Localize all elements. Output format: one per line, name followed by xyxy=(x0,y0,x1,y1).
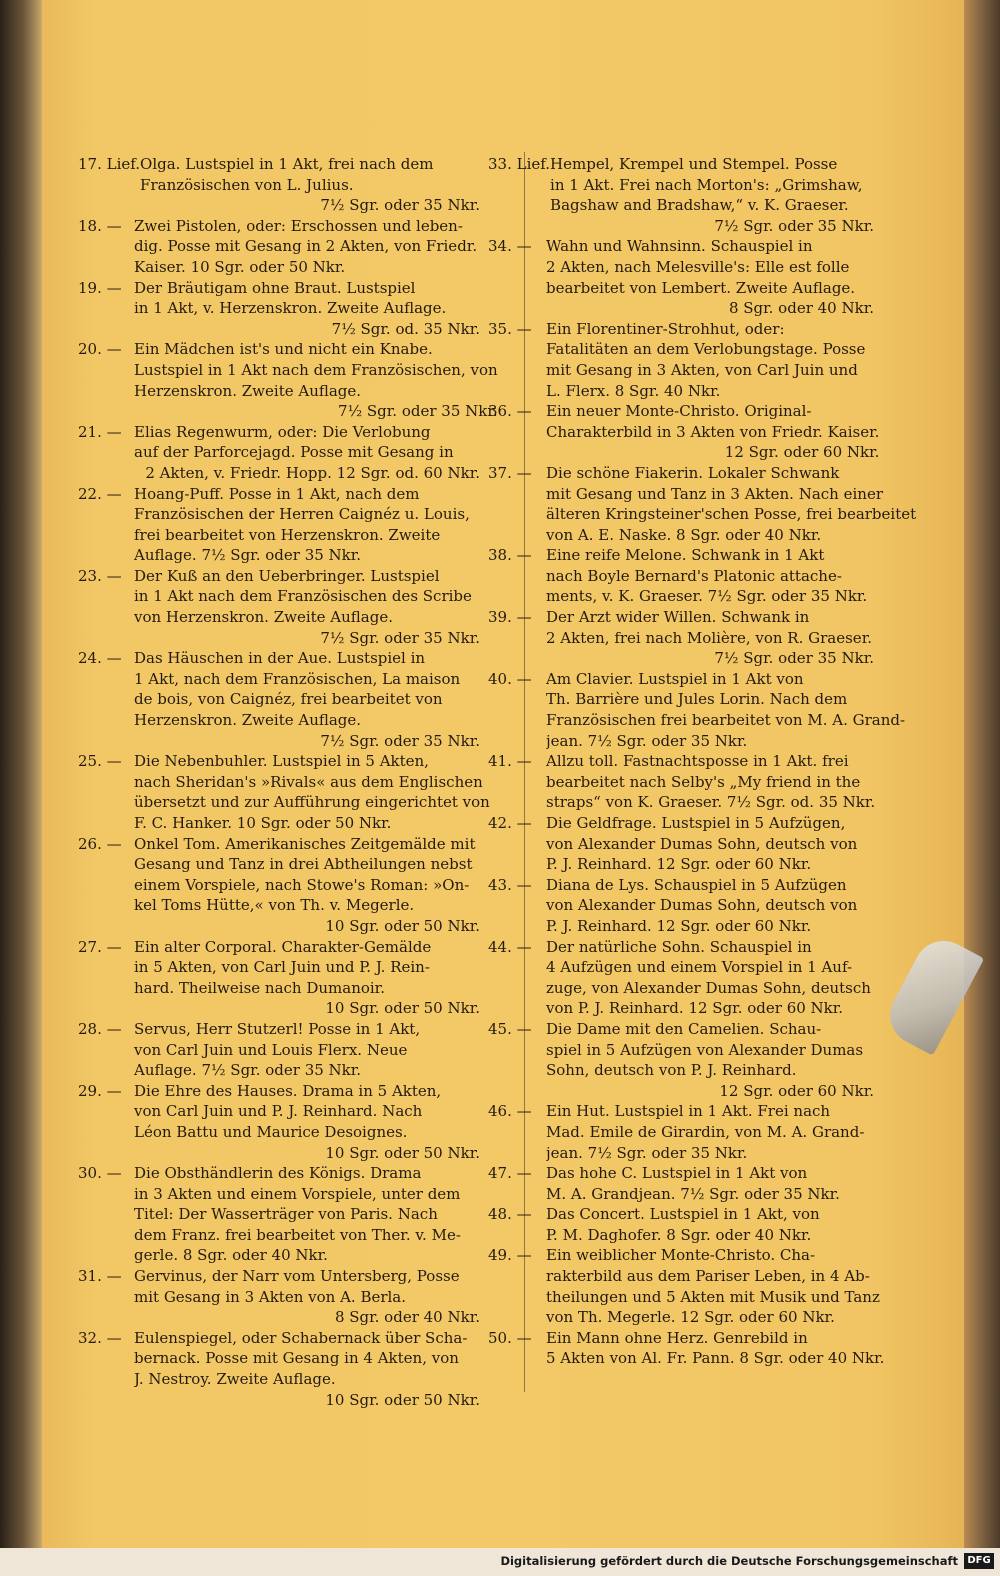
catalog-entry xyxy=(78,1266,480,1328)
entry-line: 7½ Sgr. oder 35 Nkr. xyxy=(320,196,480,215)
entry-line: Die Ehre des Hauses. Drama in 5 Akten, xyxy=(134,1081,442,1100)
entry-line: von Alexander Dumas Sohn, deutsch von xyxy=(546,896,858,915)
entry-text xyxy=(134,1266,480,1328)
page-edge xyxy=(964,0,1000,1548)
entry-line: von A. E. Naske. 8 Sgr. oder 40 Nkr. xyxy=(546,525,822,544)
entry-text xyxy=(134,339,498,421)
entry-line: auf der Parforcejagd. Posse mit Gesang in xyxy=(134,443,454,462)
catalog-entry xyxy=(488,1101,874,1163)
entry-number: 43. — xyxy=(488,875,532,894)
entry-line: Die Dame mit den Camelien. Schau- xyxy=(546,1019,822,1038)
entry-line: Das Concert. Lustspiel in 1 Akt, von xyxy=(546,1205,820,1224)
catalog-entry xyxy=(78,339,498,421)
entry-text xyxy=(134,278,480,340)
catalog-entry xyxy=(488,1328,885,1369)
entry-line: Französischen von L. Julius. xyxy=(140,175,354,194)
entry-text xyxy=(546,401,879,463)
entry-line: Die Geldfrage. Lustspiel in 5 Aufzügen, xyxy=(546,814,846,832)
entry-line: 7½ Sgr. oder 35 Nkr. xyxy=(714,649,874,668)
entry-line: kel Toms Hütte,« von Th. v. Megerle. xyxy=(134,896,415,915)
entry-line: Eulenspiegel, oder Schabernack über Scha- xyxy=(134,1328,468,1347)
entry-line: in 1 Akt. Frei nach Morton's: „Grimshaw, xyxy=(550,175,863,194)
entry-line: Gervinus, der Narr vom Untersberg, Posse xyxy=(134,1267,460,1286)
entry-line: 8 Sgr. oder 40 Nkr. xyxy=(728,299,874,318)
entry-line: von Th. Megerle. 12 Sgr. oder 60 Nkr. xyxy=(546,1308,835,1327)
entry-number: 50. — xyxy=(488,1328,532,1347)
entry-line: hard. Theilweise nach Dumanoir. xyxy=(134,978,385,997)
entry-text xyxy=(546,545,874,607)
catalog-entry xyxy=(78,278,480,340)
entry-text xyxy=(546,1204,874,1245)
entry-text xyxy=(134,1328,480,1410)
catalog-entry xyxy=(78,751,490,833)
entry-text xyxy=(134,422,480,484)
catalog-entry xyxy=(488,607,874,669)
entry-line: Ein Mädchen ist's und nicht ein Knabe. xyxy=(134,340,433,359)
catalog-entry xyxy=(488,1245,880,1327)
dfg-logo: DFG xyxy=(964,1553,994,1569)
entry-number: 38. — xyxy=(488,546,532,565)
entry-text xyxy=(546,1163,874,1204)
entry-line: spiel in 5 Aufzügen von Alexander Dumas xyxy=(546,1040,864,1059)
entry-number: 30. — xyxy=(78,1164,122,1183)
entry-line: von Alexander Dumas Sohn, deutsch von xyxy=(546,834,858,853)
entry-line: bearbeitet nach Selby's „My friend in the xyxy=(546,772,861,791)
footer-credit: Digitalisierung gefördert durch die Deutsche Forschungsgemeinschaft xyxy=(500,1554,958,1568)
entry-line: Ein Mann ohne Herz. Genrebild in xyxy=(546,1328,808,1347)
entry-number: 40. — xyxy=(488,669,532,688)
catalog-entry xyxy=(78,484,480,566)
entry-line: 10 Sgr. oder 50 Nkr. xyxy=(325,916,480,935)
entry-line: Der natürliche Sohn. Schauspiel in xyxy=(546,937,812,956)
entry-line: mit Gesang in 3 Akten, von Carl Juin und xyxy=(546,360,858,379)
entry-line: jean. 7½ Sgr. oder 35 Nkr. xyxy=(546,1143,748,1162)
entry-number: 39. — xyxy=(488,608,532,627)
entry-line: 10 Sgr. oder 50 Nkr. xyxy=(325,1143,480,1162)
entry-number: 25. — xyxy=(78,752,122,771)
entry-line: ments, v. K. Graeser. 7½ Sgr. oder 35 Nkr. xyxy=(546,587,868,606)
entry-number: 18. — xyxy=(78,216,122,235)
entry-text xyxy=(134,937,480,1019)
entry-line: Das Häuschen in der Aue. Lustspiel in xyxy=(134,649,426,668)
entry-line: Gesang und Tanz in drei Abtheilungen nebst xyxy=(134,855,473,874)
entry-line: 7½ Sgr. oder 35 Nkr. xyxy=(714,216,874,235)
entry-number: 21. — xyxy=(78,422,122,441)
catalog-entry xyxy=(488,463,917,545)
entry-number: 42. — xyxy=(488,814,532,832)
entry-number: 45. — xyxy=(488,1019,532,1038)
catalog-entry xyxy=(488,1163,874,1204)
catalog-entry xyxy=(78,937,480,1019)
catalog-entry xyxy=(488,1204,874,1245)
footer-bar xyxy=(0,1548,1000,1576)
entry-line: gerle. 8 Sgr. oder 40 Nkr. xyxy=(134,1246,328,1265)
entry-line: Der Kuß an den Ueberbringer. Lustspiel xyxy=(134,566,440,585)
entry-line: Léon Battu und Maurice Desoignes. xyxy=(134,1122,408,1141)
entry-text xyxy=(546,813,874,875)
entry-number: 36. — xyxy=(488,402,532,421)
entry-line: in 3 Akten und einem Vorspiele, unter dem xyxy=(134,1184,461,1203)
entry-line: Olga. Lustspiel in 1 Akt, frei nach dem xyxy=(140,155,434,173)
entry-line: mit Gesang und Tanz in 3 Akten. Nach einer xyxy=(546,484,883,503)
entry-line: Mad. Emile de Girardin, von M. A. Grand- xyxy=(546,1122,865,1141)
entry-line: L. Flerx. 8 Sgr. 40 Nkr. xyxy=(546,381,721,400)
catalog-entry xyxy=(488,319,874,401)
catalog-entry xyxy=(78,566,480,648)
catalog-entry xyxy=(78,834,480,937)
entry-line: Zwei Pistolen, oder: Erschossen und leben- xyxy=(134,216,463,235)
entry-line: 10 Sgr. oder 50 Nkr. xyxy=(325,999,480,1018)
entry-line: 7½ Sgr. oder 35 Nkr. xyxy=(320,628,480,647)
entry-text xyxy=(546,1101,874,1163)
book-spine xyxy=(0,0,42,1576)
entry-line: Die Obsthändlerin des Königs. Drama xyxy=(134,1164,422,1183)
entry-line: 2 Akten, nach Melesville's: Elle est folle xyxy=(546,257,850,276)
entry-text xyxy=(546,875,874,937)
entry-text xyxy=(550,154,874,236)
entry-text xyxy=(134,1081,480,1163)
entry-text xyxy=(546,669,905,751)
entry-line: einem Vorspiele, nach Stowe's Roman: »On- xyxy=(134,875,470,894)
entry-line: in 5 Akten, von Carl Juin und P. J. Rein- xyxy=(134,958,430,977)
entry-number: 47. — xyxy=(488,1164,532,1183)
entry-line: 10 Sgr. oder 50 Nkr. xyxy=(325,1390,480,1409)
entry-text xyxy=(134,216,480,278)
entry-line: Ein Florentiner-Strohhut, oder: xyxy=(546,319,785,338)
entry-line: Kaiser. 10 Sgr. oder 50 Nkr. xyxy=(134,257,346,276)
catalog-entry xyxy=(78,216,480,278)
entry-number: 24. — xyxy=(78,649,122,668)
catalog-entry xyxy=(78,648,480,751)
entry-text xyxy=(134,1163,480,1266)
entry-line: in 1 Akt, v. Herzenskron. Zweite Auflage. xyxy=(134,299,447,318)
entry-line: Diana de Lys. Schauspiel in 5 Aufzügen xyxy=(546,875,847,894)
entry-text xyxy=(140,154,480,216)
entry-line: älteren Kringsteiner'schen Posse, frei bearbeitet xyxy=(546,505,917,524)
entry-line: Die schöne Fiakerin. Lokaler Schwank xyxy=(546,463,840,482)
entry-line: nach Sheridan's »Rivals« aus dem Englischen xyxy=(134,772,483,791)
catalog-entry xyxy=(488,669,906,751)
entry-text xyxy=(546,236,874,318)
entry-line: rakterbild aus dem Pariser Leben, in 4 Ab- xyxy=(546,1267,870,1286)
entry-line: 5 Akten von Al. Fr. Pann. 8 Sgr. oder 40 Nkr. xyxy=(546,1349,885,1368)
catalog-entry xyxy=(78,1163,480,1266)
entry-number: 35. — xyxy=(488,319,532,338)
entry-line: 7½ Sgr. oder 35 Nkr. xyxy=(320,731,480,750)
catalog-entry xyxy=(488,937,874,1019)
entry-line: Wahn und Wahnsinn. Schauspiel in xyxy=(546,237,813,256)
entry-line: Auflage. 7½ Sgr. oder 35 Nkr. xyxy=(134,546,362,565)
entry-line: Fatalitäten an dem Verlobungstage. Posse xyxy=(546,340,866,359)
entry-line: Die Nebenbuhler. Lustspiel in 5 Akten, xyxy=(134,752,429,771)
catalog-entry xyxy=(488,1019,874,1101)
entry-line: dig. Posse mit Gesang in 2 Akten, von Friedr. xyxy=(134,237,478,256)
catalog-entry xyxy=(78,1019,480,1081)
catalog-entry xyxy=(488,875,874,937)
entry-number: 37. — xyxy=(488,463,532,482)
entry-line: P. M. Daghofer. 8 Sgr. oder 40 Nkr. xyxy=(546,1225,812,1244)
entry-line: mit Gesang in 3 Akten von A. Berla. xyxy=(134,1287,407,1306)
entry-line: Der Bräutigam ohne Braut. Lustspiel xyxy=(134,278,416,297)
entry-line: Herzenskron. Zweite Auflage. xyxy=(134,711,362,730)
catalog-entry xyxy=(488,401,880,463)
entry-number: 17. Lief. xyxy=(78,155,141,173)
entry-line: Hempel, Krempel und Stempel. Posse xyxy=(550,155,838,173)
entry-text xyxy=(134,648,480,751)
entry-number: 27. — xyxy=(78,937,122,956)
entry-line: übersetzt und zur Aufführung eingerichtet von xyxy=(134,793,490,812)
entry-line: Ein alter Corporal. Charakter-Gemälde xyxy=(134,937,432,956)
entry-line: theilungen und 5 Akten mit Musik und Tanz xyxy=(546,1287,880,1306)
entry-line: P. J. Reinhard. 12 Sgr. oder 60 Nkr. xyxy=(546,916,812,935)
entry-text xyxy=(546,937,874,1019)
entry-line: Hoang-Puff. Posse in 1 Akt, nach dem xyxy=(134,484,420,503)
entry-line: Bagshaw and Bradshaw,“ v. K. Graeser. xyxy=(550,196,849,215)
entry-line: von Herzenskron. Zweite Auflage. xyxy=(134,608,393,627)
catalog-entry xyxy=(78,1328,480,1410)
entry-line: dem Franz. frei bearbeitet von Ther. v. Me- xyxy=(134,1225,461,1244)
entry-line: J. Nestroy. Zweite Auflage. xyxy=(134,1370,336,1389)
entry-text xyxy=(546,463,916,545)
catalog-entry xyxy=(78,422,480,484)
entry-line: Der Arzt wider Willen. Schwank in xyxy=(546,608,810,627)
entry-text xyxy=(134,484,480,566)
entry-number: 29. — xyxy=(78,1081,122,1100)
entry-line: bernack. Posse mit Gesang in 4 Akten, von xyxy=(134,1349,459,1368)
entry-line: 8 Sgr. oder 40 Nkr. xyxy=(334,1308,480,1327)
entry-line: 12 Sgr. oder 60 Nkr. xyxy=(719,1081,874,1100)
entry-line: 7½ Sgr. oder 35 Nkr. xyxy=(338,402,498,421)
entry-line: Allzu toll. Fastnachtsposse in 1 Akt. frei xyxy=(546,752,849,771)
entry-line: Am Clavier. Lustspiel in 1 Akt von xyxy=(546,669,804,688)
entry-line: Onkel Tom. Amerikanisches Zeitgemälde mit xyxy=(134,834,476,853)
entry-line: frei bearbeitet von Herzenskron. Zweite xyxy=(134,525,441,544)
entry-text xyxy=(134,834,480,937)
entry-text xyxy=(546,607,874,669)
entry-line: von Carl Juin und Louis Flerx. Neue xyxy=(134,1040,408,1059)
entry-line: von Carl Juin und P. J. Reinhard. Nach xyxy=(134,1102,423,1121)
entry-text xyxy=(134,566,480,648)
entry-number: 26. — xyxy=(78,834,122,853)
entry-number: 22. — xyxy=(78,484,122,503)
entry-number: 20. — xyxy=(78,340,122,359)
entry-line: Servus, Herr Stutzerl! Posse in 1 Akt, xyxy=(134,1019,421,1038)
entry-line: Ein Hut. Lustspiel in 1 Akt. Frei nach xyxy=(546,1102,831,1121)
entry-text xyxy=(546,751,875,813)
entry-line: Elias Regenwurm, oder: Die Verlobung xyxy=(134,422,431,441)
entry-text xyxy=(134,1019,480,1081)
entry-number: 44. — xyxy=(488,937,532,956)
entry-line: F. C. Hanker. 10 Sgr. oder 50 Nkr. xyxy=(134,814,392,832)
entry-line: Herzenskron. Zweite Auflage. xyxy=(134,381,362,400)
entry-number: 23. — xyxy=(78,566,122,585)
entry-line: straps“ von K. Graeser. 7½ Sgr. od. 35 Nkr. xyxy=(546,793,876,812)
entry-number: 34. — xyxy=(488,237,532,256)
catalog-entry xyxy=(488,236,874,318)
entry-line: von P. J. Reinhard. 12 Sgr. oder 60 Nkr. xyxy=(546,999,844,1018)
entry-line: Eine reife Melone. Schwank in 1 Akt xyxy=(546,546,825,565)
entry-text xyxy=(134,751,490,833)
entry-number: 28. — xyxy=(78,1019,122,1038)
entry-number: 46. — xyxy=(488,1102,532,1121)
entry-number: 41. — xyxy=(488,752,532,771)
entry-line: zuge, von Alexander Dumas Sohn, deutsch xyxy=(546,978,871,997)
catalog-entry xyxy=(488,813,874,875)
left-column xyxy=(78,154,498,1410)
catalog-entry xyxy=(488,154,874,236)
entry-line: Französischen frei bearbeitet von M. A. Grand- xyxy=(546,711,906,730)
catalog-entry xyxy=(78,154,480,216)
entry-line: Titel: Der Wasserträger von Paris. Nach xyxy=(134,1205,438,1224)
entry-line: jean. 7½ Sgr. oder 35 Nkr. xyxy=(546,731,748,750)
catalog-entry xyxy=(488,545,874,607)
entry-line: Lustspiel in 1 Akt nach dem Französischen, von xyxy=(134,360,498,379)
entry-line: P. J. Reinhard. 12 Sgr. oder 60 Nkr. xyxy=(546,855,812,874)
entry-number: 33. Lief. xyxy=(488,155,551,173)
entry-line: 7½ Sgr. od. 35 Nkr. xyxy=(331,319,480,338)
entry-number: 31. — xyxy=(78,1267,122,1286)
entry-number: 19. — xyxy=(78,278,122,297)
entry-number: 49. — xyxy=(488,1246,532,1265)
entry-line: 12 Sgr. oder 60 Nkr. xyxy=(724,443,880,462)
entry-text xyxy=(546,1328,884,1369)
entry-line: Ein neuer Monte-Christo. Original- xyxy=(546,402,812,421)
entry-line: Sohn, deutsch von P. J. Reinhard. xyxy=(546,1061,797,1080)
right-column xyxy=(488,154,917,1369)
entry-line: in 1 Akt nach dem Französischen des Scribe xyxy=(134,587,472,606)
entry-line: 2 Akten, frei nach Molière, von R. Graeser. xyxy=(546,628,872,647)
entry-line: Auflage. 7½ Sgr. oder 35 Nkr. xyxy=(134,1061,362,1080)
entry-line: bearbeitet von Lembert. Zweite Auflage. xyxy=(546,278,856,297)
entry-line: Ein weiblicher Monte-Christo. Cha- xyxy=(546,1246,816,1265)
entry-text xyxy=(546,319,874,401)
entry-line: M. A. Grandjean. 7½ Sgr. oder 35 Nkr. xyxy=(546,1184,840,1203)
entry-line: Französischen der Herren Caignéz u. Louis, xyxy=(134,505,470,524)
entry-line: 1 Akt, nach dem Französischen, La maison xyxy=(134,669,461,688)
entry-number: 48. — xyxy=(488,1205,532,1224)
entry-line: de bois, von Caignéz, frei bearbeitet von xyxy=(134,690,443,709)
entry-line: Charakterbild in 3 Akten von Friedr. Kaiser. xyxy=(546,422,880,441)
entry-line: Th. Barrière und Jules Lorin. Nach dem xyxy=(546,690,848,709)
catalog-entry xyxy=(488,751,874,813)
entry-line: 4 Aufzügen und einem Vorspiel in 1 Auf- xyxy=(546,958,853,977)
entry-line: 2 Akten, v. Friedr. Hopp. 12 Sgr. od. 60 Nkr. xyxy=(145,463,480,482)
entry-text xyxy=(546,1245,880,1327)
entry-number: 32. — xyxy=(78,1328,122,1347)
catalog-entry xyxy=(78,1081,480,1163)
entry-line: Das hohe C. Lustspiel in 1 Akt von xyxy=(546,1164,808,1183)
entry-text xyxy=(546,1019,874,1101)
entry-line: nach Boyle Bernard's Platonic attache- xyxy=(546,566,842,585)
